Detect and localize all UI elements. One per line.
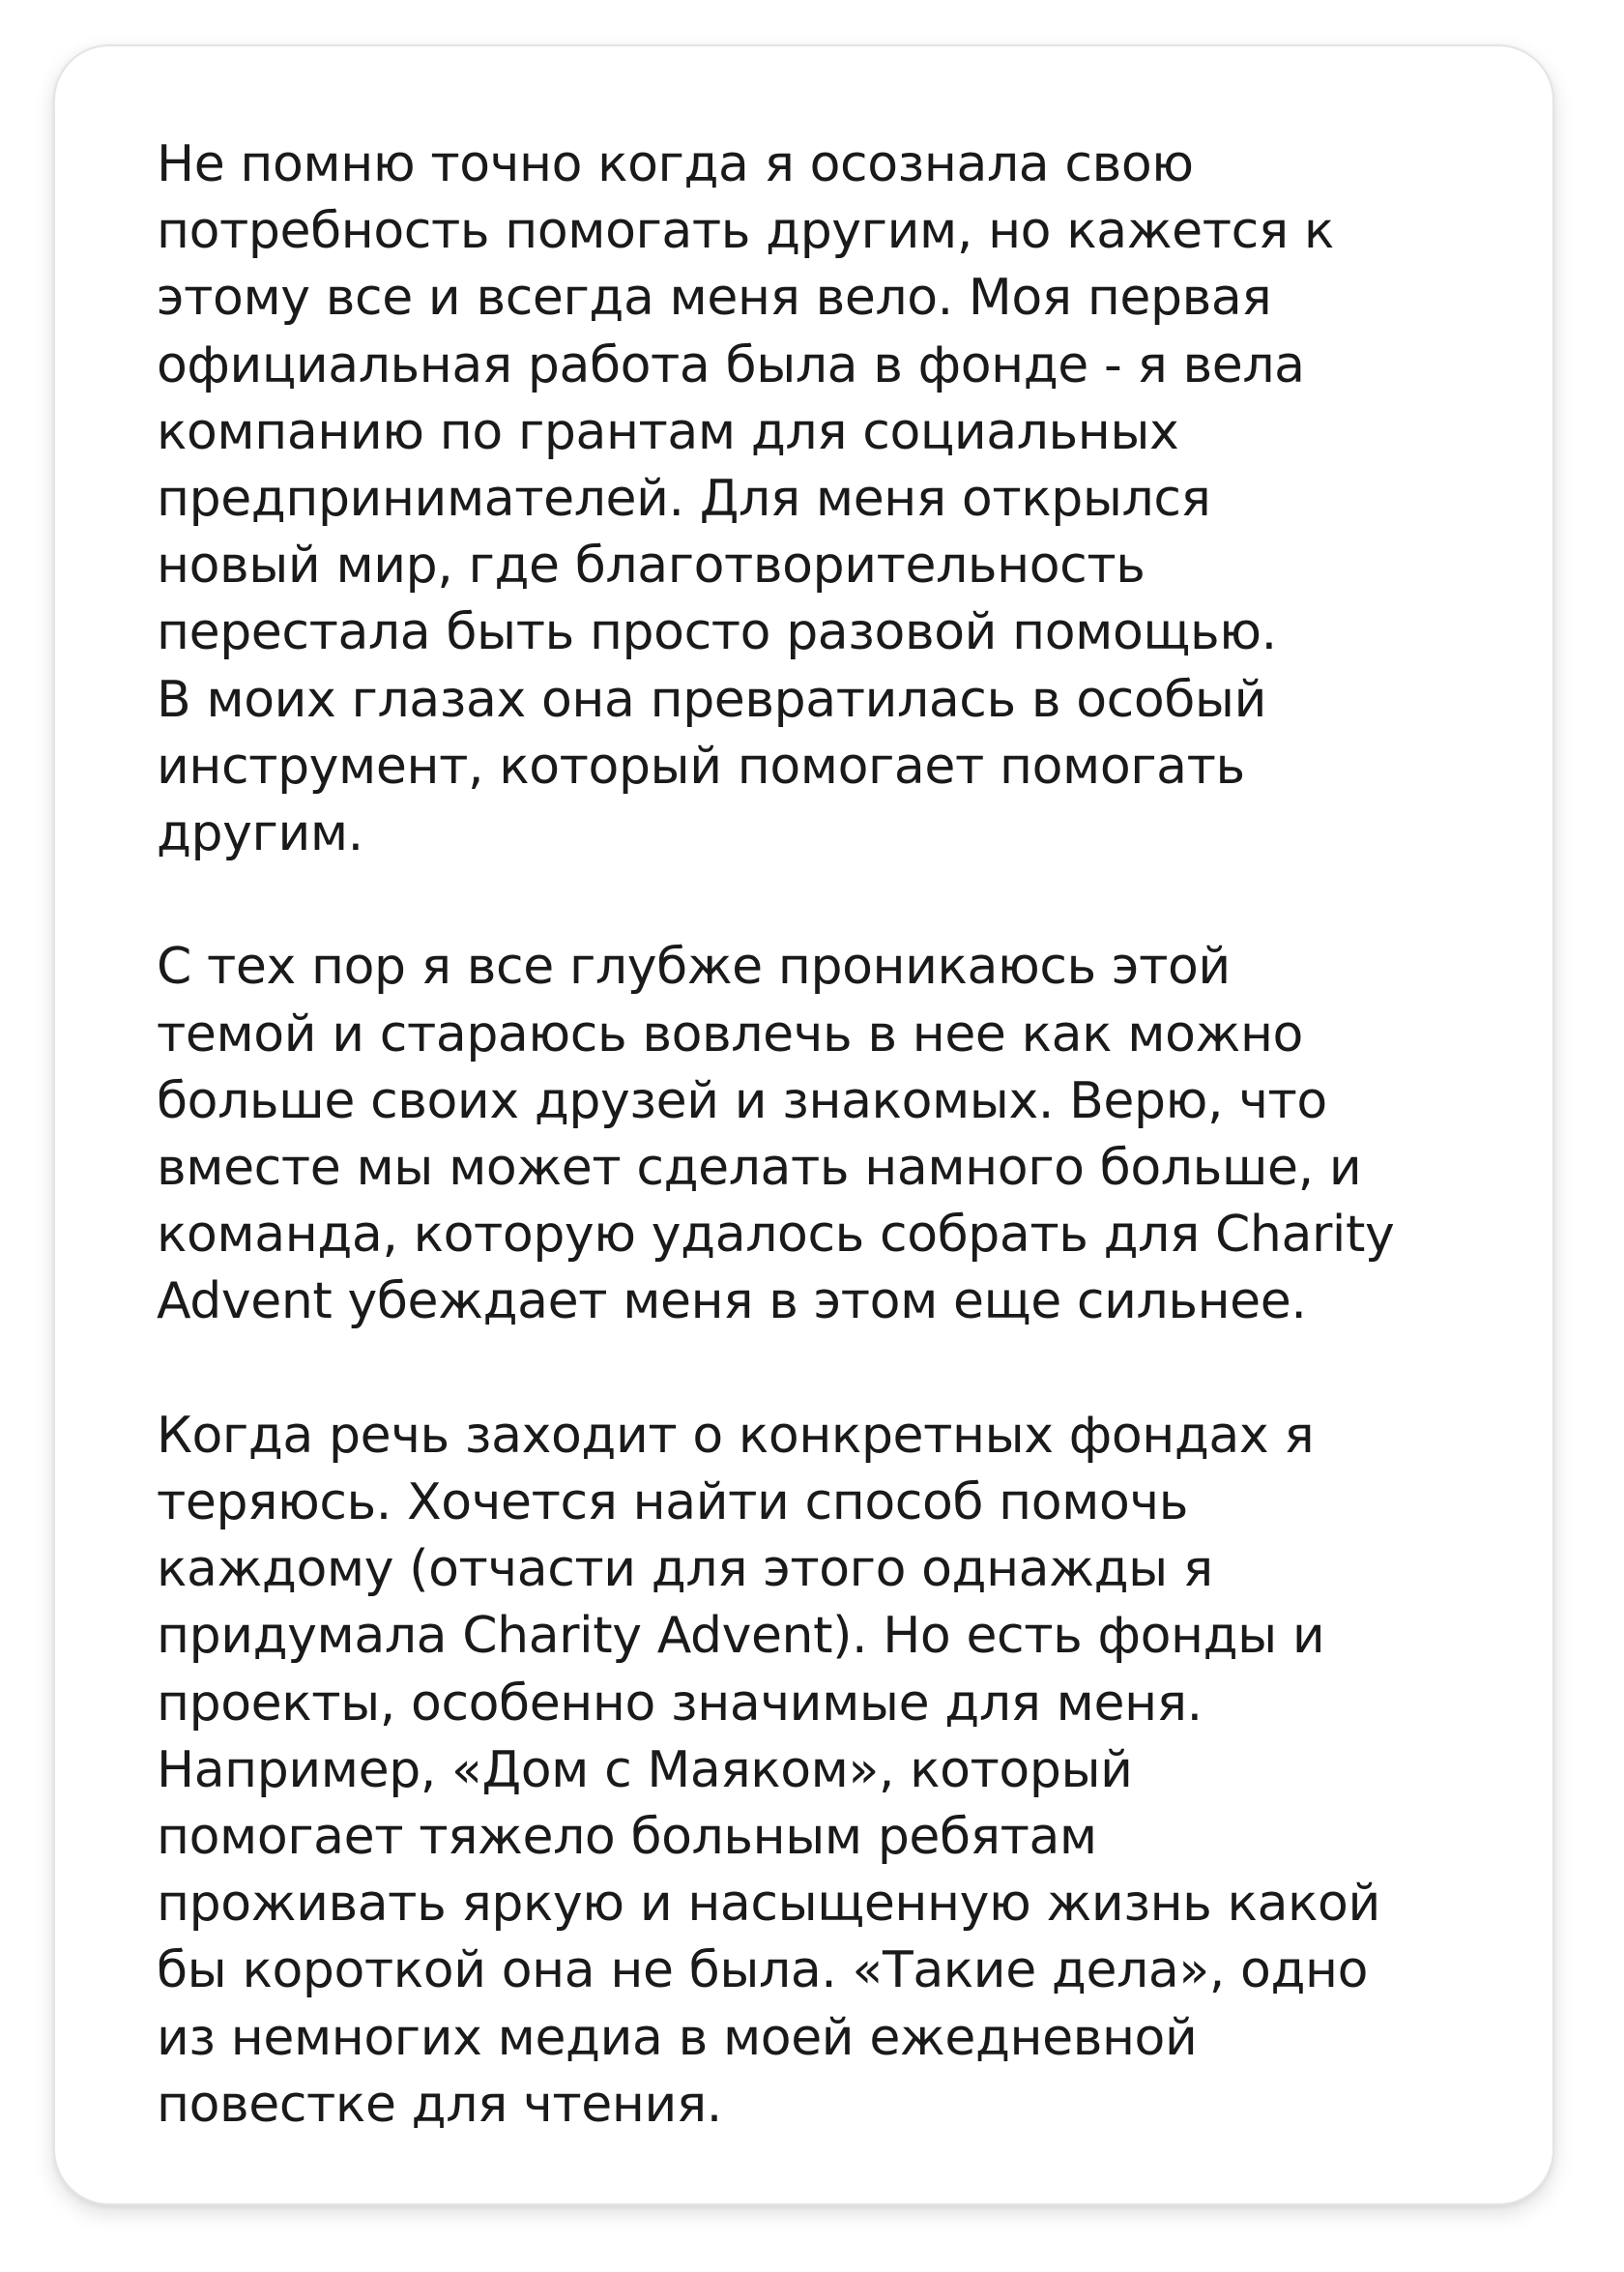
text-line: помогает тяжело больным ребятам	[157, 1808, 1097, 1867]
text-line: Advent убеждает меня в этом еще сильнее.	[157, 1272, 1307, 1331]
text-line: больше своих друзей и знакомых. Верю, что	[157, 1071, 1327, 1130]
paragraph-spacer	[157, 867, 1529, 934]
paragraph-spacer	[157, 1336, 1529, 1403]
text-line: компанию по грантам для социальных	[157, 402, 1179, 461]
text-line: каждому (отчасти для этого однажды я	[157, 1540, 1213, 1599]
article-body	[157, 131, 1529, 2139]
text-line: В моих глазах она превратилась в особый	[157, 670, 1266, 729]
text-line: вместе мы может сделать намного больше, и	[157, 1139, 1362, 1198]
text-line: команда, которую удалось собрать для Charity	[157, 1206, 1395, 1265]
text-card	[53, 44, 1554, 2205]
text-line: С тех пор я все глубже проникаюсь этой	[157, 938, 1231, 997]
text-line: теряюсь. Хочется найти способ помочь	[157, 1473, 1188, 1532]
text-line: новый мир, где благотворительность	[157, 537, 1146, 596]
text-line: темой и стараюсь вовлечь в нее как можно	[157, 1005, 1303, 1063]
text-line: Когда речь заходит о конкретных фондах я	[157, 1406, 1315, 1465]
paragraph-3	[157, 1403, 1529, 2139]
text-line: потребность помогать другим, но кажется к	[157, 202, 1334, 261]
text-line: инструмент, который помогает помогать	[157, 737, 1245, 796]
text-line: повестке для чтения.	[157, 2075, 722, 2134]
text-line: официальная работа была в фонде - я вела	[157, 335, 1305, 394]
text-line: проекты, особенно значимые для меня.	[157, 1674, 1203, 1733]
paragraph-1	[157, 131, 1529, 867]
text-line: другим.	[157, 804, 363, 863]
text-line: проживать яркую и насыщенную жизнь какой	[157, 1875, 1380, 1934]
paragraph-2	[157, 934, 1529, 1335]
text-line: Не помню точно когда я осознала свою	[157, 135, 1194, 193]
text-line: придумала Charity Advent). Но есть фонды и	[157, 1607, 1325, 1666]
text-line: бы короткой она не была. «Такие дела», одно	[157, 1941, 1369, 2000]
text-line: перестала быть просто разовой помощью.	[157, 603, 1277, 662]
text-line: Например, «Дом с Маяком», который	[157, 1740, 1133, 1799]
text-line: предпринимателей. Для меня открылся	[157, 470, 1211, 529]
text-line: из немногих медиа в моей ежедневной	[157, 2008, 1198, 2067]
text-line: этому все и всегда меня вело. Моя первая	[157, 269, 1272, 328]
